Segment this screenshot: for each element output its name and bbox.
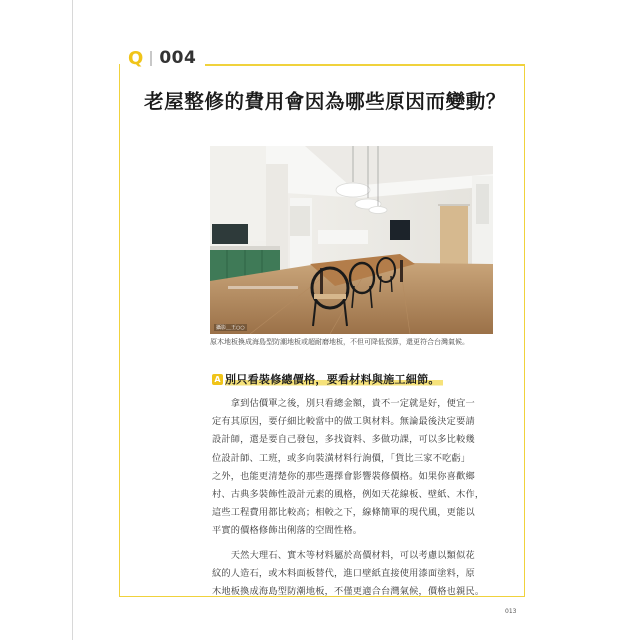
photo-credit: 攝影＿王○○ [216, 325, 245, 331]
text-line: 木地板換成海島型防潮地板，不僅更適合台灣氣候，價格也親民。 [212, 585, 485, 597]
photo-caption: 原木地板換成海島型防潮地板或超耐磨地板，不但可降低預算，還更符合台灣氣候。 [210, 338, 469, 346]
question-letter: Q [128, 47, 144, 69]
page-number: 013 [505, 608, 517, 615]
page-gutter-rule [72, 0, 73, 640]
answer-badge: A [212, 374, 223, 385]
text-line: 拿到估價單之後，別只看總金額，貴不一定就是好，便宜一 [212, 398, 475, 409]
content-frame-top-rule [205, 64, 525, 66]
text-line: 這些工程費用都比較高；相較之下，線條簡單的現代風，更能以 [212, 507, 475, 519]
question-divider [150, 51, 152, 66]
question-header [128, 46, 196, 70]
answer-heading [212, 371, 443, 387]
text-line: 平實的價格修飾出俐落的空間性格。 [212, 525, 363, 537]
text-line: 設計師，還是要自己發包，多找資料、多做功課，可以多比較幾 [212, 434, 475, 446]
interior-photo-illustration [210, 146, 493, 334]
answer-heading-text: 別只看裝修總價格，要看材料與施工細節。 [225, 371, 443, 387]
interior-photo [210, 146, 493, 334]
text-line: 村、古典多裝飾性設計元素的風格，例如天花線板、壁紙、木作， [212, 488, 485, 500]
text-line: 天然大理石、實木等材料屬於高價材料，可以考慮以類似花 [212, 549, 475, 561]
paragraph [212, 395, 498, 541]
body-text [212, 395, 498, 601]
question-number: 004 [159, 48, 197, 68]
text-line: 紋的人造石，或木料面板替代，進口壁紙直接使用漆面塗料，原 [212, 567, 475, 579]
text-line: 位設計師、工班，或多向裝潢材料行詢價，「貨比三家不吃虧」 [212, 452, 471, 464]
text-line: 之外，也能更清楚你的那些選擇會影響裝修價格。如果你喜歡鄉 [212, 470, 475, 482]
page-title: 老屋整修的費用會因為哪些原因而變動？ [144, 90, 506, 113]
text-line: 定有其原因，要仔細比較當中的做工與材料。無論最後決定要請 [212, 416, 475, 428]
paragraph [212, 547, 498, 602]
